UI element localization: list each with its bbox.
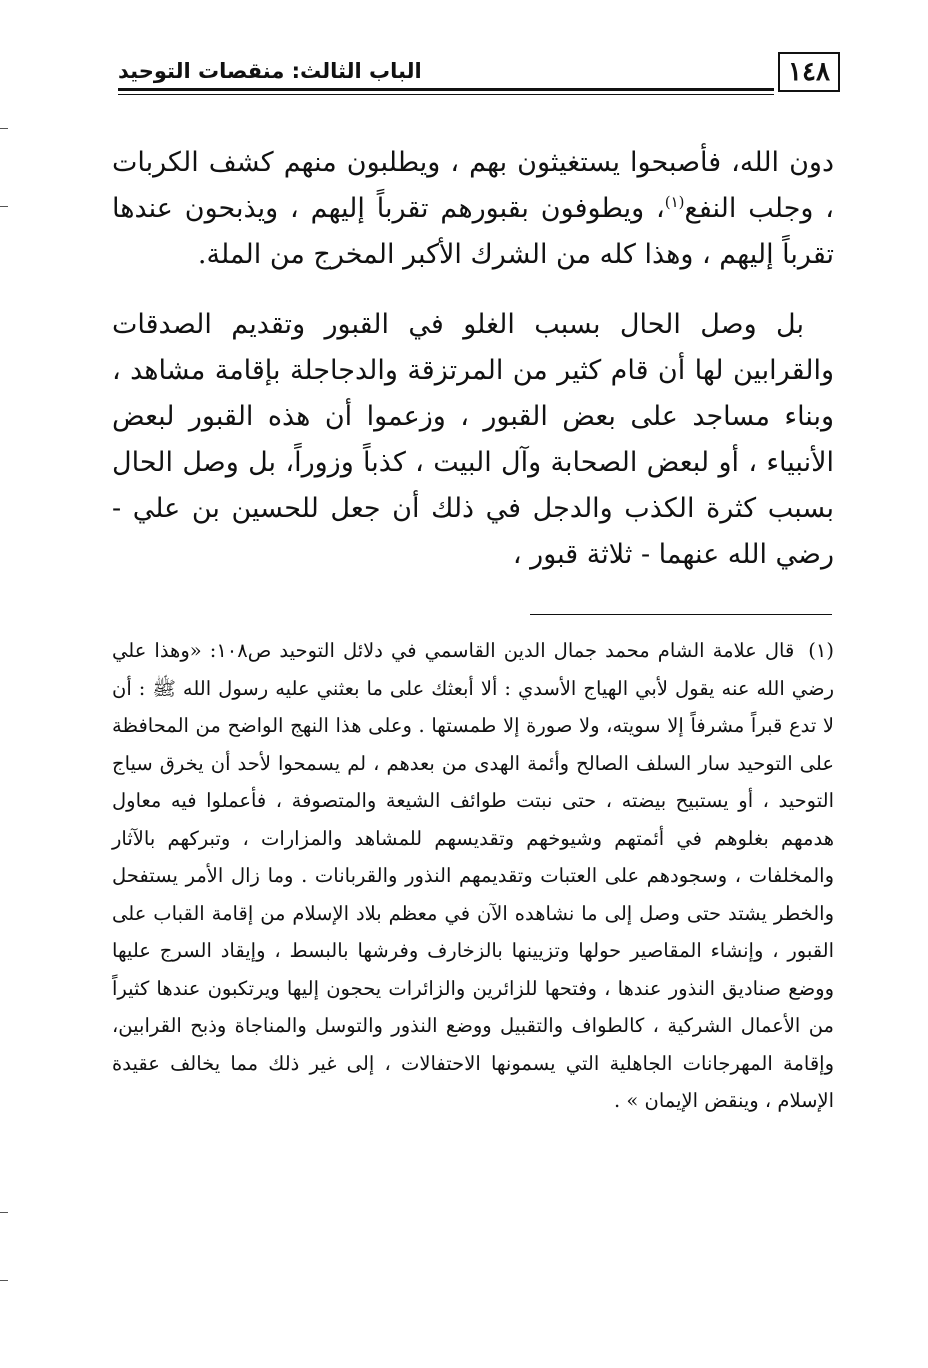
footnote-separator [530,614,832,615]
paragraph-1-text-a: دون الله، فأصبحوا يستغيثون بهم ، ويطلبون منهم كشف الكربات ، وجلب النفع [112,147,835,224]
header-rule-thick [118,88,774,91]
scan-margin-mark [0,1280,8,1281]
page-number: ١٤٨ [778,52,840,92]
main-text [112,140,834,602]
paragraph-1-text-b: ، ويطوفون بقبورهم تقرباً إليهم ، ويذبحون عندها تقرباً إليهم ، وهذا كله من الشرك الأكبر المخرج من الملة. [112,193,834,270]
page-header [118,52,840,96]
footnote-text: قال علامة الشام محمد جمال الدين القاسمي في دلائل التوحيد ص١٠٨: «وهذا علي رضي الله عنه يقول لأبي الهياج الأسدي : ألا أبعثك على ما بعثني عليه رسول الله ﷺ : أن لا تدع قبراً مشرفاً إلا سويته، ولا صورة إلا طمستها . وعلى هذا النهج الواضح من المحافظة على التوحيد سار السلف الصالح وأئمة الهدى من بعدهم ، لم يسمحوا لأحد أن يخرق سياج التوحيد ، أو يستبيح بيضته ، حتى نبتت طوائف الشيعة والمتصوفة ، فأعملوا فيه معاول هدمهم بغلوهم في أئمتهم وشيوخهم وتقديسهم للمشاهد والمزارات ، وتبركهم بالآثار والمخلفات ، وسجودهم على العتبات وتقديمهم النذور والقربانات . وما زال الأمر يستفحل والخطر يشتد حتى وصل إلى ما نشاهده الآن في معظم بلاد الإسلام من إقامة القباب على القبور ، وإنشاء المقاصير حولها وتزيينها بالزخارف وفرشها بالبسط ، وإيقاد السرج عليها ووضع صناديق النذور عندها ، وفتحها للزائرين والزائرات يحجون إليها ويرتكبون عندها كثيراً من الأعمال الشركية ، كالطواف والتقبيل ووضع النذور والتوسل والمناجاة وذبح القرابين، وإقامة المهرجانات الجاهلية التي يسمونها الاحتفالات ، إلى غير ذلك مما يخالف عقيدة الإسلام ، وينقض الإيمان » . [112,639,834,1112]
footnote-reference: (١) [664,193,685,211]
scan-margin-mark [0,128,8,129]
scan-margin-mark [0,1212,8,1213]
paragraph-2: بل وصل الحال بسبب الغلو في القبور وتقديم الصدقات والقرابين لها أن قام كثير من المرتزقة والدجاجلة بإقامة مشاهد ، وبناء مساجد على بعض القبور ، وزعموا أن هذه القبور لبعض الأنبياء ، أو لبعض الصحابة وآل البيت ، كذباً وزوراً، بل وصل الحال بسبب كثرة الكذب والدجل في ذلك أن جعل للحسين بن علي - رضي الله عنهما - ثلاثة قبور ، [112,309,834,570]
header-rule-thin [118,94,774,95]
paragraph-1 [112,140,834,278]
scan-margin-mark [0,206,8,207]
footnote-marker: (١) [808,639,834,662]
footnote [112,632,834,1120]
running-title: الباب الثالث: منقصات التوحيد [118,59,422,83]
